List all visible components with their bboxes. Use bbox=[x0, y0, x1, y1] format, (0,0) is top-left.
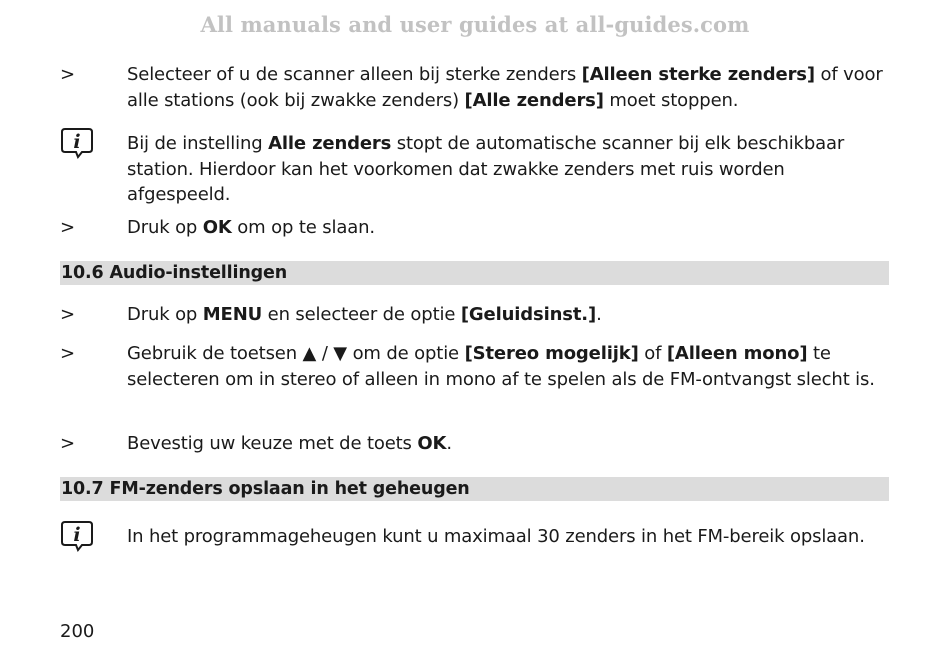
paragraph: Selecteer of u de scanner alleen bij sterke zenders [Alleen sterke zenders] of voor alle stations (ook bij zwakke zenders) [Alle zenders] moet stoppen. bbox=[127, 64, 883, 111]
bullet-marker: > bbox=[60, 343, 76, 364]
paragraph: Gebruik de toetsen ▲ / ▼ om de optie [Stereo mogelijk] of [Alleen mono] te selecteren om in stereo of alleen in mono af te spelen als de FM-ontvangst slecht is. bbox=[127, 343, 875, 390]
bullet-marker: > bbox=[60, 217, 76, 238]
paragraph: Druk op MENU en selecteer de optie [Geluidsinst.]. bbox=[127, 304, 602, 325]
bullet-marker: > bbox=[60, 433, 76, 454]
section-heading-fm-memory: 10.7 FM-zenders opslaan in het geheugen bbox=[60, 477, 889, 501]
svg-text:i: i bbox=[73, 131, 81, 153]
paragraph: Druk op OK om op te slaan. bbox=[127, 217, 375, 238]
paragraph: Bevestig uw keuze met de toets OK. bbox=[127, 433, 452, 454]
svg-text:i: i bbox=[73, 524, 81, 546]
paragraph: Bij de instelling Alle zenders stopt de automatische scanner bij elk beschikbaar station. Hierdoor kan het voorkomen dat zwakke zenders met ruis worden afgespeeld. bbox=[127, 133, 845, 205]
info-icon bbox=[60, 126, 94, 160]
bullet-marker: > bbox=[60, 64, 76, 85]
page-number: 200 bbox=[60, 621, 95, 642]
bullet-marker: > bbox=[60, 304, 76, 325]
info-icon bbox=[60, 519, 94, 553]
paragraph: In het programmageheugen kunt u maximaal 30 zenders in het FM-bereik opslaan. bbox=[127, 526, 865, 547]
watermark: All manuals and user guides at all-guides.com bbox=[200, 12, 750, 37]
section-heading-audio: 10.6 Audio-instellingen bbox=[60, 261, 889, 285]
